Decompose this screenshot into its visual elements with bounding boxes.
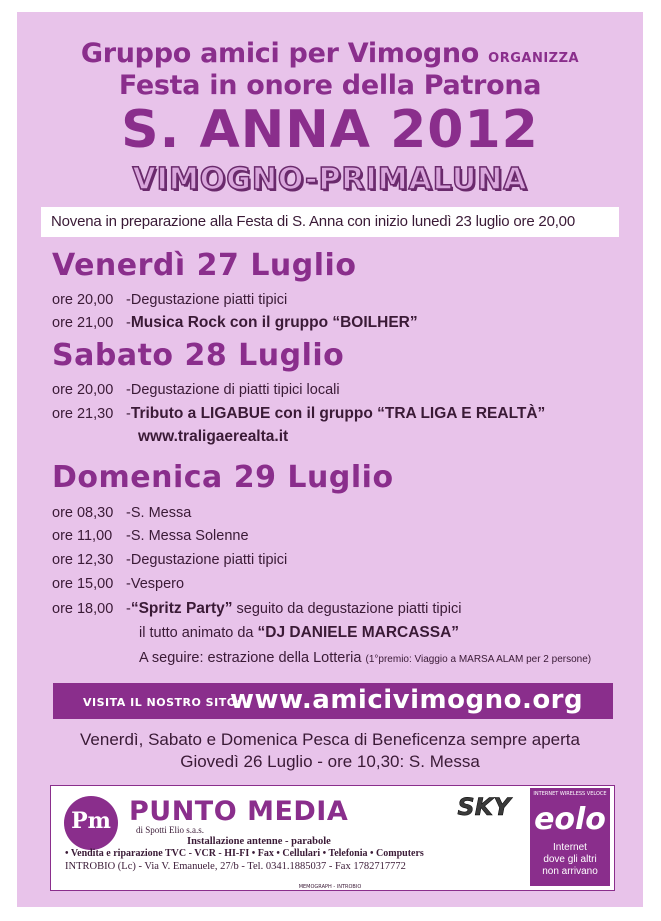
eolo-line-2: dove gli altri bbox=[543, 854, 597, 865]
sky-logo-icon bbox=[447, 790, 521, 822]
event-time: ore 15,00 bbox=[52, 576, 114, 592]
day-title-sunday: Domenica 29 Luglio bbox=[52, 460, 394, 495]
event-time: ore 20,00 bbox=[52, 292, 114, 308]
event-text: Degustazione piatti tipici bbox=[130, 552, 288, 568]
organizer-name: Gruppo amici per Vimogno bbox=[80, 38, 480, 69]
event-row: ore 08,30 -S. Messa bbox=[52, 505, 192, 521]
website-label: VISITA IL NOSTRO SITO: bbox=[83, 696, 242, 709]
event-text: Vespero bbox=[130, 576, 185, 592]
eolo-line-3: non arrivano bbox=[542, 866, 598, 877]
event-row: ore 12,30 -Degustazione piatti tipici bbox=[52, 552, 288, 568]
eolo-line-1: Internet bbox=[553, 842, 587, 853]
event-time: ore 11,00 bbox=[52, 528, 113, 544]
event-text: Degustazione di piatti tipici locali bbox=[130, 382, 340, 398]
event-text: seguito da degustazione piatti tipici bbox=[236, 601, 462, 617]
punto-media-install: Installazione antenne - parabole bbox=[187, 836, 331, 847]
sky-logo-text: SKY bbox=[457, 793, 511, 821]
event-text: Degustazione piatti tipici bbox=[130, 292, 288, 308]
event-text: Musica Rock con il gruppo “BOILHER” bbox=[130, 314, 418, 331]
event-text: A seguire: estrazione della Lotteria bbox=[139, 650, 362, 666]
event-row: ore 21,30 -Tributo a LIGABUE con il gruppo “TRA LIGA E REALTÀ” bbox=[52, 405, 546, 422]
punto-media-sub: di Spotti Elio s.a.s. bbox=[136, 825, 205, 835]
event-row bbox=[139, 650, 591, 666]
event-text-bold: “DJ DANIELE MARCASSA” bbox=[257, 624, 460, 641]
event-text: S. Messa Solenne bbox=[130, 528, 249, 544]
day-title-saturday: Sabato 28 Luglio bbox=[52, 338, 345, 373]
event-text: il tutto animato da bbox=[139, 625, 254, 641]
event-title: S. ANNA 2012 bbox=[121, 100, 539, 160]
novena-text: Novena in preparazione alla Festa di S. Anna con inizio lunedì 23 luglio ore 20,00 bbox=[51, 213, 575, 230]
event-link[interactable]: www.traligaerealta.it bbox=[138, 428, 289, 445]
eolo-tagline: INTERNET WIRELESS VELOCE bbox=[533, 791, 607, 797]
website-link[interactable]: www.amicivimogno.org bbox=[230, 685, 584, 715]
event-note: (1°premio: Viaggio a MARSA ALAM per 2 persone) bbox=[365, 654, 592, 665]
printer-credit: MEMOGRAPH - INTROBIO bbox=[298, 884, 362, 890]
event-row bbox=[138, 428, 288, 446]
punto-media-name: PUNTO MEDIA bbox=[129, 796, 349, 827]
poster bbox=[17, 12, 643, 907]
event-time: ore 12,30 bbox=[52, 552, 114, 568]
event-row: ore 20,00 -Degustazione di piatti tipici locali bbox=[52, 382, 340, 398]
festival-subtitle: Festa in onore della Patrona bbox=[118, 70, 542, 101]
event-row bbox=[139, 624, 459, 642]
eolo-logo-icon: eolo bbox=[534, 802, 606, 837]
day-title-friday: Venerdì 27 Luglio bbox=[52, 248, 357, 283]
organizer-suffix: ORGANIZZA bbox=[488, 51, 580, 66]
organizer-heading bbox=[17, 38, 643, 69]
event-row: ore 20,00 -Degustazione piatti tipici bbox=[52, 292, 288, 308]
event-text: S. Messa bbox=[130, 505, 192, 521]
footer-line-1: Venerdì, Sabato e Domenica Pesca di Beneficenza sempre aperta bbox=[80, 730, 580, 749]
event-row: ore 18,00 -“Spritz Party” seguito da degustazione piatti tipici bbox=[52, 600, 462, 617]
event-place: VIMOGNO-PRIMALUNA bbox=[132, 162, 528, 197]
event-time: ore 18,00 bbox=[52, 601, 114, 617]
event-row: ore 11,00 -S. Messa Solenne bbox=[52, 528, 249, 544]
punto-media-address: INTROBIO (Lc) - Via V. Emanuele, 27/b - Tel. 0341.1885037 - Fax 1782717772 bbox=[65, 861, 406, 872]
event-time: ore 20,00 bbox=[52, 382, 114, 398]
footer-line-2: Giovedì 26 Luglio - ore 10,30: S. Messa bbox=[180, 752, 480, 771]
event-text: Tributo a LIGABUE con il gruppo “TRA LIGA E REALTÀ” bbox=[130, 405, 546, 422]
event-time: ore 08,30 bbox=[52, 505, 114, 521]
event-time: ore 21,00 bbox=[52, 315, 114, 331]
event-text-bold: “Spritz Party” bbox=[130, 600, 233, 617]
event-time: ore 21,30 bbox=[52, 406, 114, 422]
event-row: ore 21,00 -Musica Rock con il gruppo “BOILHER” bbox=[52, 314, 418, 331]
punto-media-services: • Vendita e riparazione TVC - VCR - HI-FI • Fax • Cellulari • Telefonia • Computers bbox=[65, 848, 424, 859]
punto-media-logo-text: Pm bbox=[71, 808, 111, 834]
event-row: ore 15,00 -Vespero bbox=[52, 576, 185, 592]
